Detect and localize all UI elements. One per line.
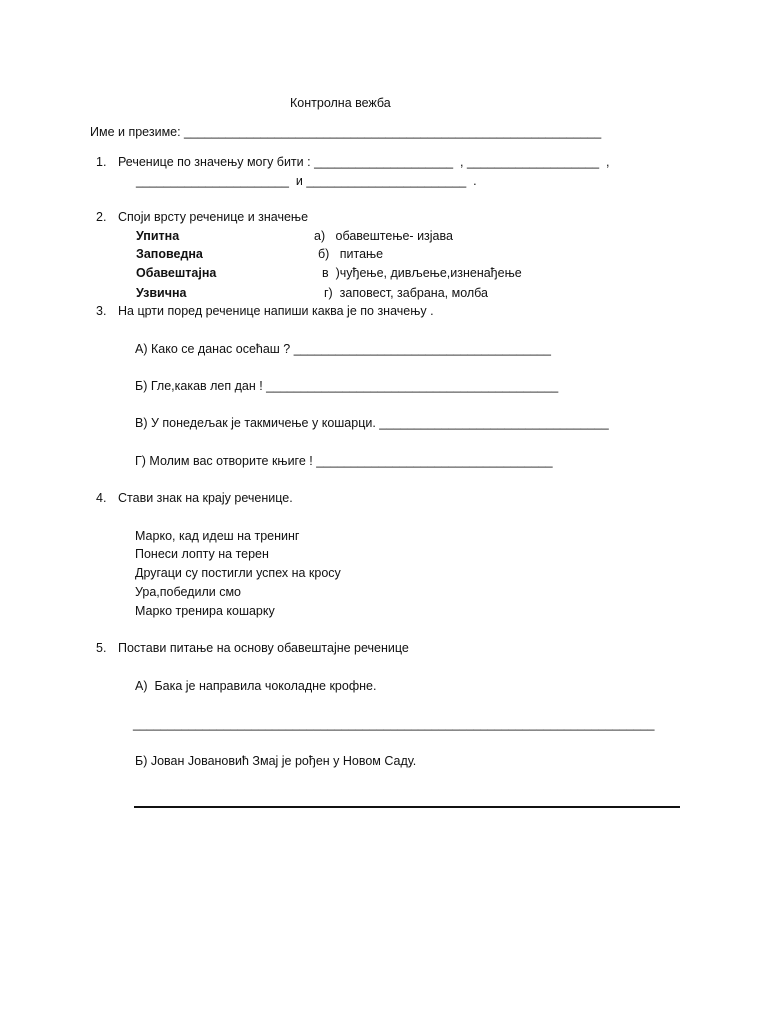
- q2-text: Споји врсту реченице и значење: [118, 210, 309, 224]
- q1-number: 1.: [96, 155, 107, 169]
- q5-item-b: Б) Јован Јовановић Змај је рођен у Новом Саду.: [135, 754, 417, 768]
- q3-text: На црти поред реченице напиши каква је по значењу .: [118, 304, 434, 318]
- q2-right-item: а) обавештење- изјава: [314, 229, 453, 243]
- q4-text: Стави знак на крају реченице.: [118, 491, 293, 505]
- q2-left-item: Обавештајна: [136, 266, 217, 280]
- q2-left-item: Заповедна: [136, 247, 203, 261]
- q5-number: 5.: [96, 641, 107, 655]
- q2-left-item: Узвична: [136, 286, 187, 300]
- q3-item: А) Како се данас осећаш ? _____________________________________: [135, 342, 551, 356]
- q3-item: В) У понедељак је такмичење у кошарци. _________________________________: [135, 416, 609, 430]
- q2-left-item: Упитна: [136, 229, 180, 243]
- q2-right-item: в )чуђење, дивљење,изненађење: [322, 266, 522, 280]
- q4-item: Ура,победили смо: [135, 585, 241, 599]
- q4-number: 4.: [96, 491, 107, 505]
- q5-text: Постави питање на основу обавештајне реченице: [118, 641, 409, 655]
- q3-number: 3.: [96, 304, 107, 318]
- q1-line2: ______________________ и _______________________ .: [136, 174, 477, 188]
- answer-rule: [134, 806, 680, 808]
- page-title: Контролна вежба: [290, 96, 391, 110]
- q2-right-item: г) заповест, забрана, молба: [324, 286, 488, 300]
- q4-item: Марко, кад идеш на тренинг: [135, 529, 300, 543]
- q5-item-a: А) Бака је направила чоколадне крофне.: [135, 679, 377, 693]
- q2-number: 2.: [96, 210, 107, 224]
- q5-answer-line: ___________________________________________________________________________: [133, 717, 655, 731]
- q3-item: Б) Гле,какав леп дан ! __________________________________________: [135, 379, 559, 393]
- q4-item: Марко тренира кошарку: [135, 604, 275, 618]
- q2-right-item: б) питање: [318, 247, 384, 261]
- q3-item: Г) Молим вас отворите књиге ! __________________________________: [135, 454, 553, 468]
- q4-item: Понеси лопту на терен: [135, 547, 269, 561]
- name-field-line: Име и презиме: ____________________________________________________________: [90, 125, 602, 139]
- q4-item: Другаци су постигли успех на кросу: [135, 566, 341, 580]
- q1-line1: Реченице по значењу могу бити : ____________________ , ___________________ ,: [118, 155, 610, 169]
